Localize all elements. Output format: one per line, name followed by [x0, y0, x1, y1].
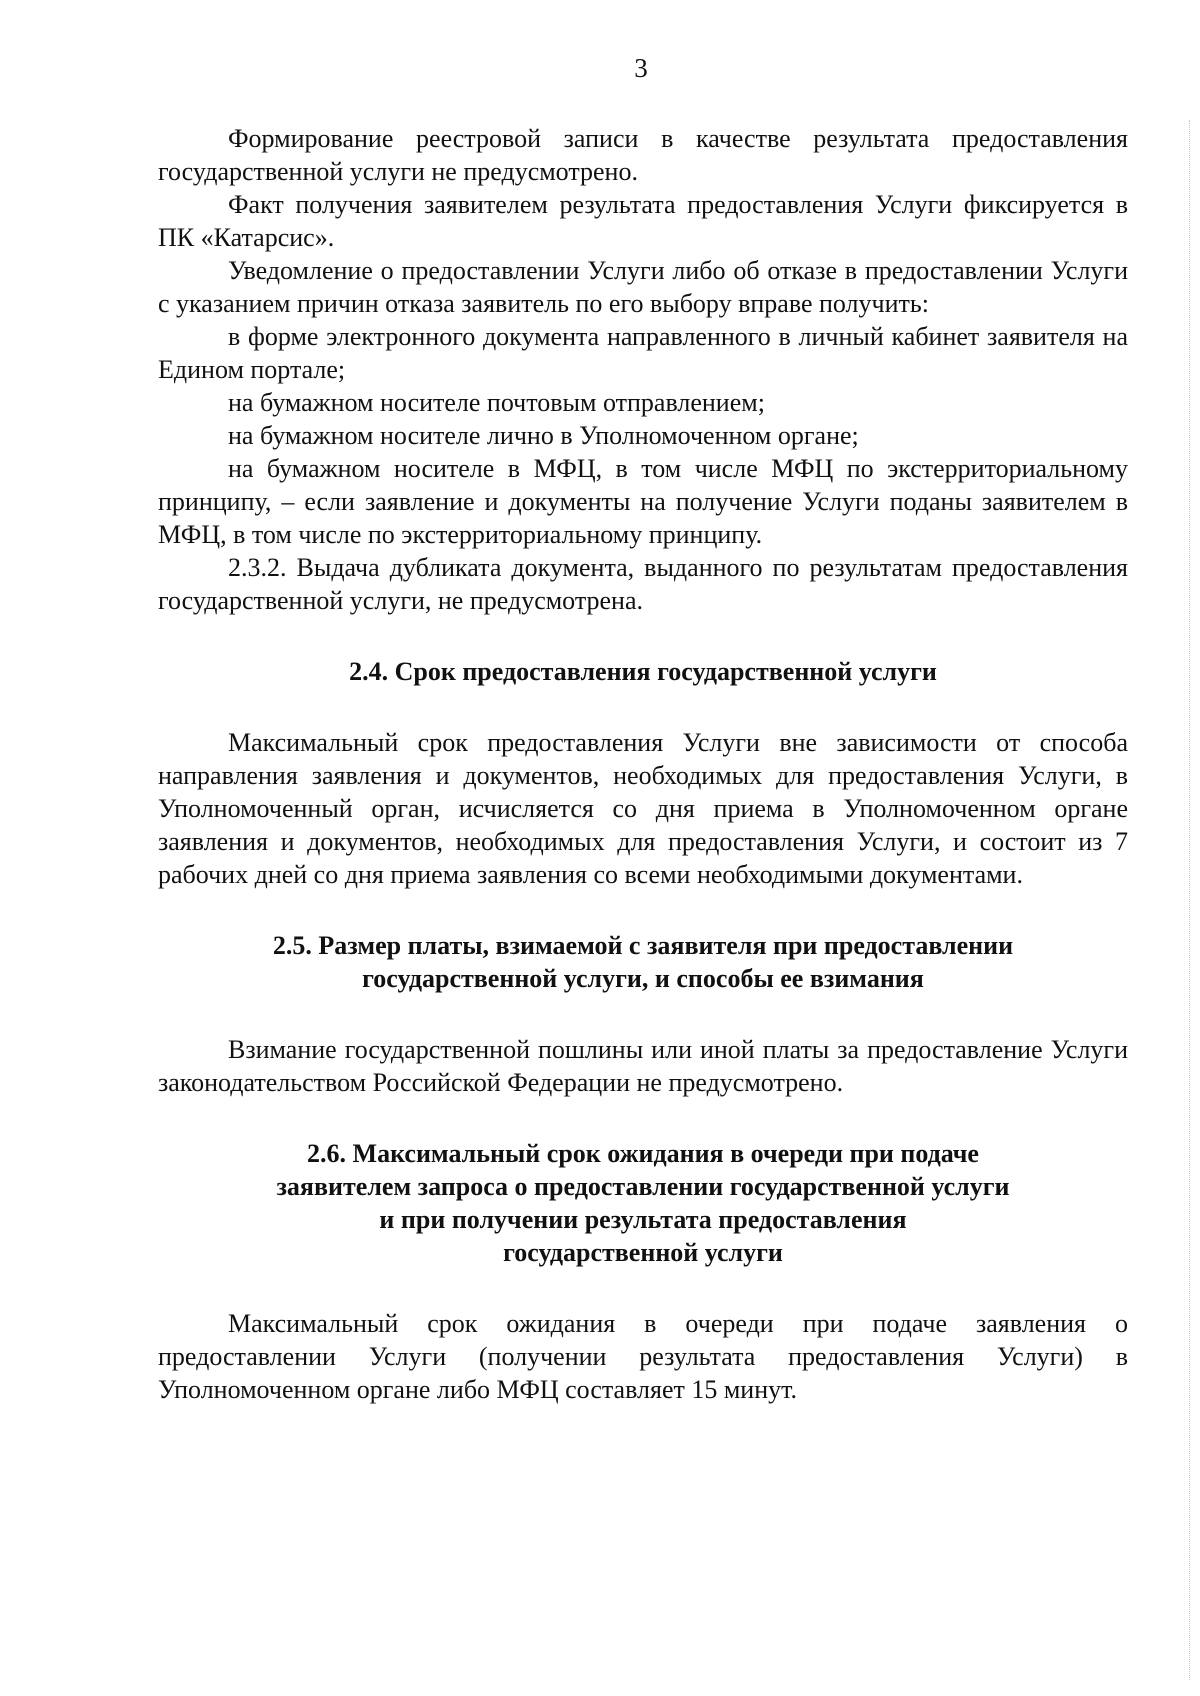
section-heading-2-6-line-2: заявителем запроса о предоставлении государственной услуги — [276, 1172, 1010, 1201]
paragraph-section-2-4: Максимальный срок предоставления Услуги вне зависимости от способа направления заявления и документов, необходимых для предоставления Услуги, в Уполномоченный орган, исчисляется со дня приема в Уполномоченном органе заявления и документов, необходимых для предоставления Услуги, и состоит из 7 рабочих дней со дня приема заявления со всеми необходимыми документами. — [158, 728, 1128, 889]
paragraph-option-mfc: на бумажном носителе в МФЦ, в том числе МФЦ по экстерриториальному принципу, – если заявление и документы на получение Услуги поданы заявителем в МФЦ, в том числе по экстерриториальному принципу. — [158, 454, 1128, 549]
section-heading-2-6 — [158, 1137, 1128, 1269]
document-body — [158, 122, 1128, 1406]
paragraph-option-electronic: в форме электронного документа направленного в личный кабинет заявителя на Едином портале; — [158, 322, 1128, 384]
section-heading-2-5-line-1: 2.5. Размер платы, взимаемой с заявителя при предоставлении — [272, 931, 1014, 960]
paragraph-option-mail: на бумажном носителе почтовым отправлением; — [228, 388, 765, 417]
section-heading-2-4 — [158, 655, 1128, 688]
paragraph-duplicate: 2.3.2. Выдача дубликата документа, выданного по результатам предоставления государственной услуги, не предусмотрена. — [158, 553, 1128, 615]
section-heading-2-6-line-4: государственной услуги — [503, 1238, 783, 1267]
page-number: 3 — [634, 53, 648, 83]
paragraph-notification: Уведомление о предоставлении Услуги либо об отказе в предоставлении Услуги с указанием причин отказа заявитель по его выбору вправе получить: — [158, 256, 1128, 318]
paragraph-section-2-6: Максимальный срок ожидания в очереди при подаче заявления о предоставлении Услуги (получении результата предоставления Услуги) в Уполномоченном органе либо МФЦ составляет 15 минут. — [158, 1309, 1128, 1404]
section-heading-2-5 — [158, 929, 1128, 995]
section-heading-2-6-line-3: и при получении результата предоставления — [379, 1205, 907, 1234]
paragraph-result-fixation: Факт получения заявителем результата предоставления Услуги фиксируется в ПК «Катарсис». — [158, 190, 1128, 252]
paragraph-section-2-5: Взимание государственной пошлины или иной платы за предоставление Услуги законодательством Российской Федерации не предусмотрено. — [158, 1035, 1128, 1097]
scan-edge-line — [1188, 120, 1190, 1680]
section-heading-2-6-line-1: 2.6. Максимальный срок ожидания в очереди при подаче — [307, 1139, 979, 1168]
paragraph-option-in-person: на бумажном носителе лично в Уполномоченном органе; — [228, 421, 859, 450]
paragraph-registry-entry: Формирование реестровой записи в качестве результата предоставления государственной услуги не предусмотрено. — [158, 124, 1128, 186]
section-heading-2-4-text: 2.4. Срок предоставления государственной услуги — [349, 657, 937, 686]
section-heading-2-5-line-2: государственной услуги, и способы ее взимания — [362, 964, 924, 993]
